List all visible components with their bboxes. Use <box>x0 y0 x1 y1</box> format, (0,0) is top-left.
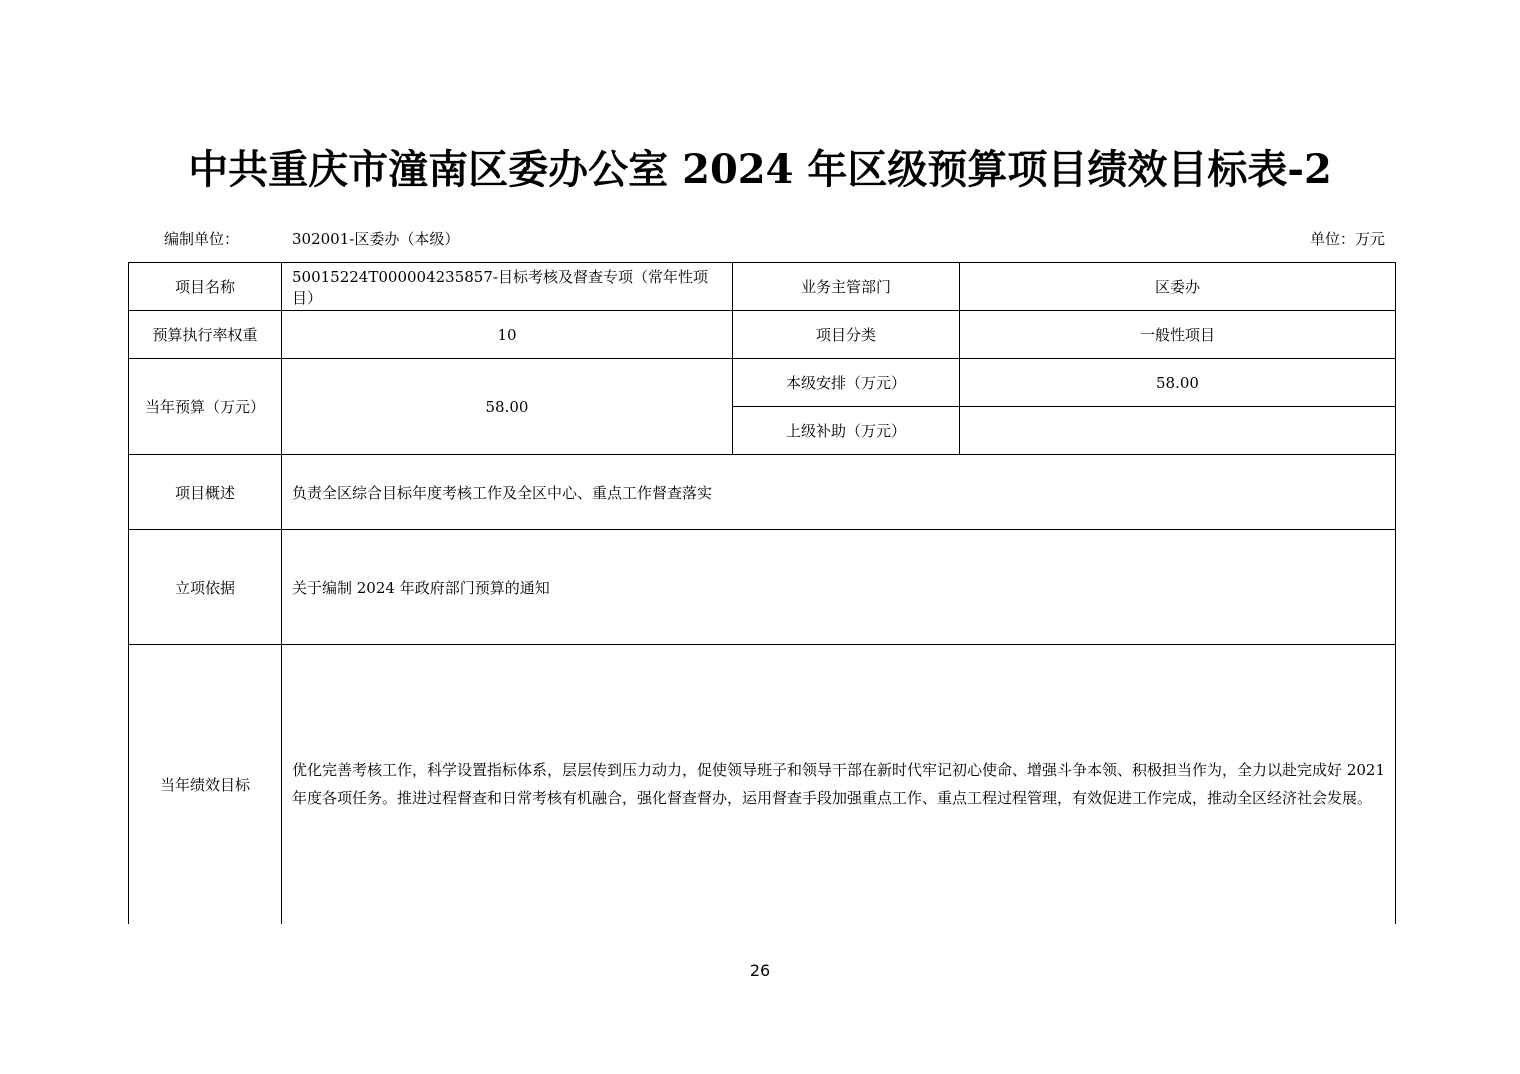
dept-label: 业务主管部门 <box>733 263 960 311</box>
overview-value: 负责全区综合目标年度考核工作及全区中心、重点工作督查落实 <box>282 455 1396 530</box>
category-label: 项目分类 <box>733 311 960 359</box>
dept-value: 区委办 <box>960 263 1396 311</box>
document-title: 中共重庆市潼南区委办公室 2024 年区级预算项目绩效目标表-2 <box>188 146 1332 193</box>
goal-value: 优化完善考核工作，科学设置指标体系，层层传到压力动力，促使领导班子和领导干部在新时代牢记初心使命、增强斗争本领、积极担当作为，全力以赴完成好 2021 年度各项任务。推进过程督查和日常考核有机融合，强化督查督办，运用督查手段加强重点工作、重点工程过程管理，有效促进工作完成，推动全区经济社会发展。 <box>282 645 1396 924</box>
prepared-by-value: 302001-区委办（本级） <box>292 230 460 248</box>
table-row <box>129 263 1396 311</box>
prepared-by-label: 编制单位： <box>164 230 240 248</box>
budget-weight-value: 10 <box>282 311 733 359</box>
budget-weight-label: 预算执行率权重 <box>129 311 282 359</box>
unit-label: 单位：万元 <box>1309 230 1385 248</box>
table-row <box>129 359 1396 407</box>
page-number: 26 <box>749 961 771 980</box>
basis-value: 关于编制 2024 年政府部门预算的通知 <box>282 530 1396 645</box>
table-row <box>129 645 1396 924</box>
local-arrangement-value: 58.00 <box>960 359 1396 407</box>
table-row <box>129 311 1396 359</box>
performance-target-table <box>128 262 1396 924</box>
upper-subsidy-label: 上级补助（万元） <box>733 407 960 455</box>
category-value: 一般性项目 <box>960 311 1396 359</box>
table-row <box>129 530 1396 645</box>
annual-budget-value: 58.00 <box>282 359 733 455</box>
local-arrangement-label: 本级安排（万元） <box>733 359 960 407</box>
goal-label: 当年绩效目标 <box>129 645 282 924</box>
upper-subsidy-value <box>960 407 1396 455</box>
project-name-label: 项目名称 <box>129 263 282 311</box>
overview-label: 项目概述 <box>129 455 282 530</box>
table-row <box>129 455 1396 530</box>
annual-budget-label: 当年预算（万元） <box>129 359 282 455</box>
basis-label: 立项依据 <box>129 530 282 645</box>
project-name-value: 50015224T000004235857-目标考核及督查专项（常年性项目） <box>282 263 733 311</box>
